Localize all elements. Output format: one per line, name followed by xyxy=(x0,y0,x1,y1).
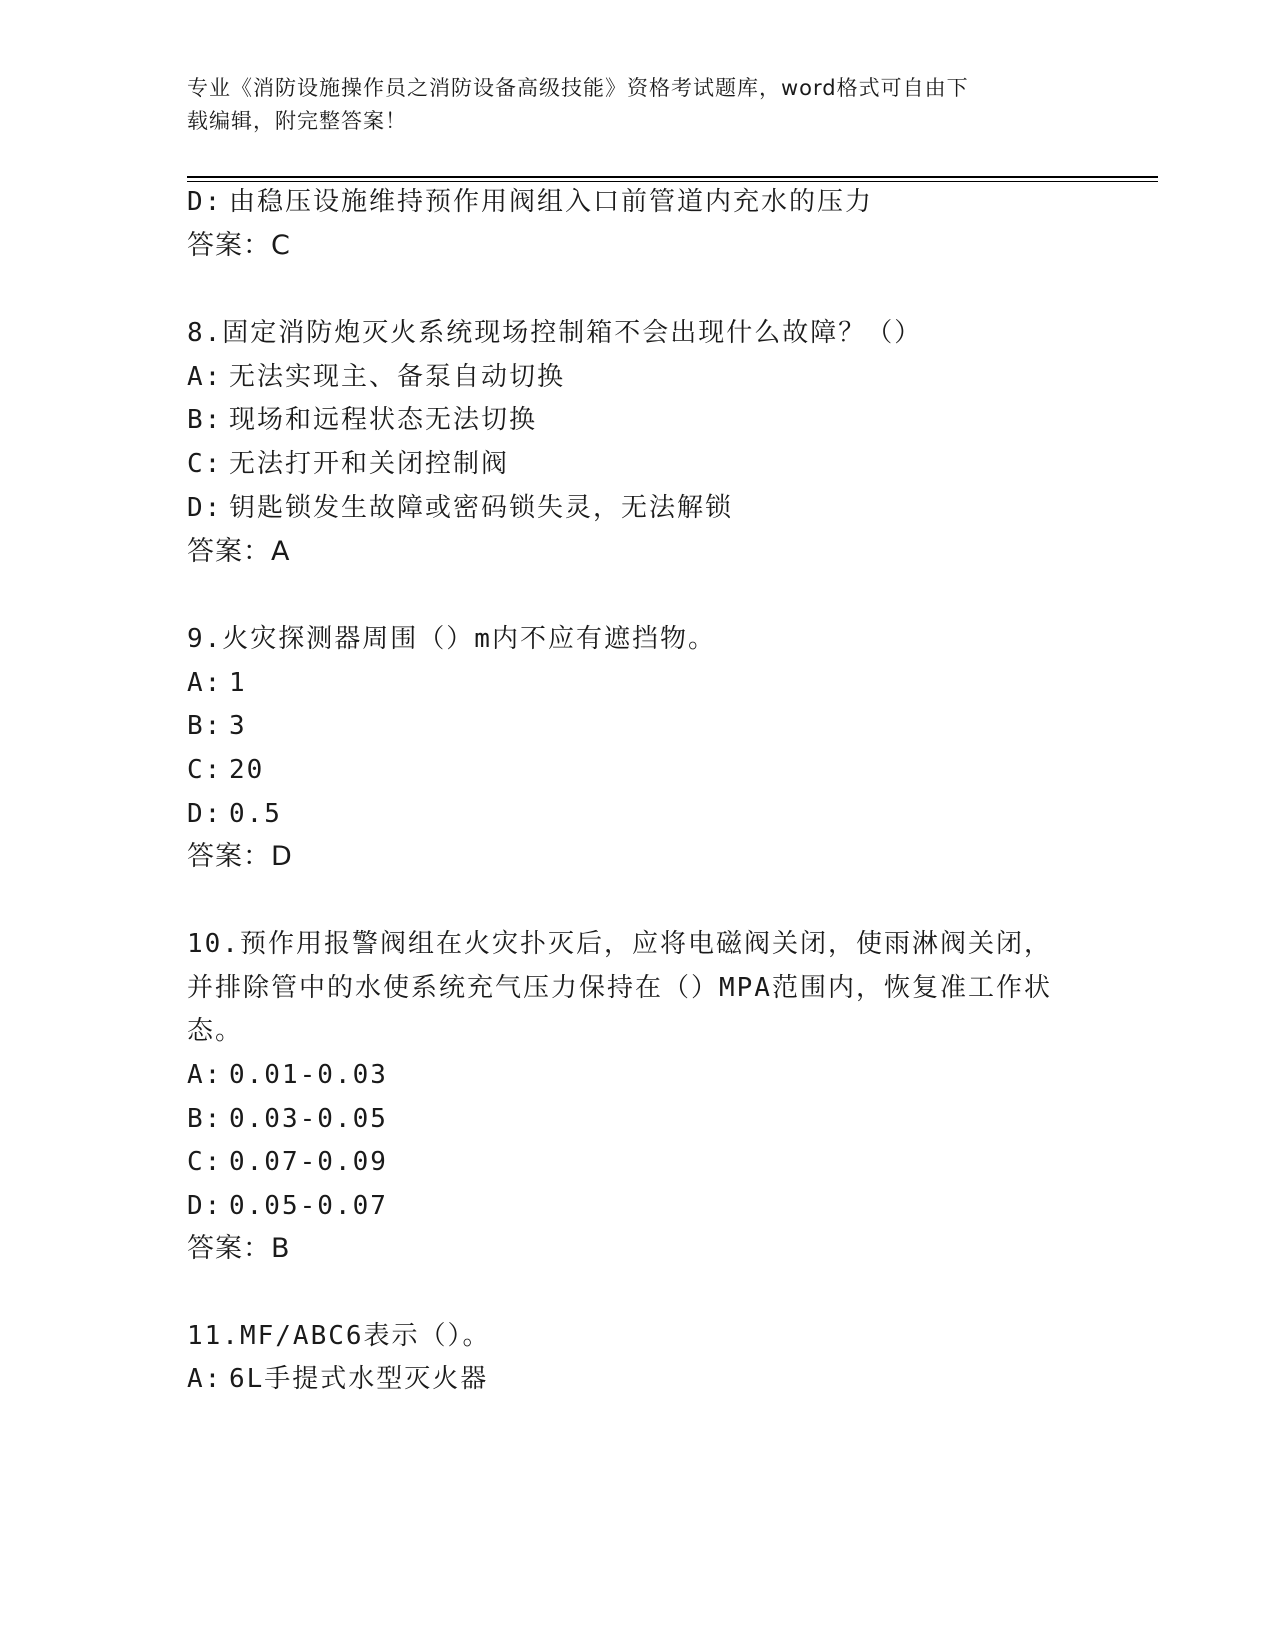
option-text: 3 xyxy=(229,711,247,741)
q11-option-a xyxy=(187,1362,488,1396)
document-header xyxy=(187,72,1087,138)
option-text: 现场和远程状态无法切换 xyxy=(229,405,538,435)
option-text: 0.03-0.05 xyxy=(229,1104,388,1134)
option-label: C: xyxy=(187,1147,223,1177)
q10-stem-line-3: 态。 xyxy=(187,1016,244,1046)
option-label: A: xyxy=(187,1364,223,1394)
option-label: D: xyxy=(187,1191,223,1221)
q10-stem-line-1: 10.预作用报警阀组在火灾扑灭后，应将电磁阀关闭，使雨淋阀关闭， xyxy=(187,929,1052,959)
q10-option-b xyxy=(187,1102,388,1136)
q9-option-a xyxy=(187,666,247,700)
header-divider-thick xyxy=(187,176,1158,178)
option-text: 0.5 xyxy=(229,799,282,829)
q9-stem: 9.火灾探测器周围（）m内不应有遮挡物。 xyxy=(187,624,716,654)
option-label: A: xyxy=(187,668,223,698)
option-text: 0.07-0.09 xyxy=(229,1147,388,1177)
option-text: 0.05-0.07 xyxy=(229,1191,388,1221)
option-label: C: xyxy=(187,755,223,785)
option-label: B: xyxy=(187,405,223,435)
option-text: 由稳压设施维持预作用阀组入口前管道内充水的压力 xyxy=(229,187,874,217)
q10-option-a xyxy=(187,1058,388,1092)
q9-answer: 答案：D xyxy=(187,841,293,872)
q10-stem-line-2: 并排除管中的水使系统充气压力保持在（）MPA范围内，恢复准工作状 xyxy=(187,973,1052,1003)
q8-option-b xyxy=(187,403,537,437)
option-text: 1 xyxy=(229,668,247,698)
option-label: A: xyxy=(187,362,223,392)
option-text: 0.01-0.03 xyxy=(229,1060,388,1090)
option-text: 无法实现主、备泵自动切换 xyxy=(229,362,566,392)
header-line-2: 载编辑，附完整答案！ xyxy=(187,109,407,133)
q8-answer: 答案：A xyxy=(187,536,291,567)
q10-option-c xyxy=(187,1145,388,1179)
q9-option-b xyxy=(187,709,247,743)
q8-stem: 8.固定消防炮灭火系统现场控制箱不会出现什么故障？（） xyxy=(187,318,923,348)
q7-answer: 答案：C xyxy=(187,230,291,261)
q10-answer: 答案：B xyxy=(187,1233,291,1264)
option-text: 钥匙锁发生故障或密码锁失灵，无法解锁 xyxy=(229,493,734,523)
option-text: 6L手提式水型灭火器 xyxy=(229,1364,489,1394)
option-label: B: xyxy=(187,1104,223,1134)
option-label: B: xyxy=(187,711,223,741)
q10-option-d xyxy=(187,1189,388,1223)
option-label: D: xyxy=(187,493,223,523)
option-label: D: xyxy=(187,799,223,829)
q11-stem: 11.MF/ABC6表示（）。 xyxy=(187,1321,491,1351)
q9-option-c xyxy=(187,753,264,787)
q8-option-d xyxy=(187,491,733,525)
option-label: A: xyxy=(187,1060,223,1090)
option-text: 无法打开和关闭控制阀 xyxy=(229,449,510,479)
q9-option-d xyxy=(187,797,282,831)
option-label: C: xyxy=(187,449,223,479)
q8-option-c xyxy=(187,447,509,481)
header-line-1: 专业《消防设施操作员之消防设备高级技能》资格考试题库，word格式可自由下 xyxy=(187,76,969,100)
option-label: D: xyxy=(187,187,223,217)
header-divider-thin xyxy=(187,181,1158,182)
q7-option-d xyxy=(187,185,873,219)
q8-option-a xyxy=(187,360,565,394)
option-text: 20 xyxy=(229,755,265,785)
